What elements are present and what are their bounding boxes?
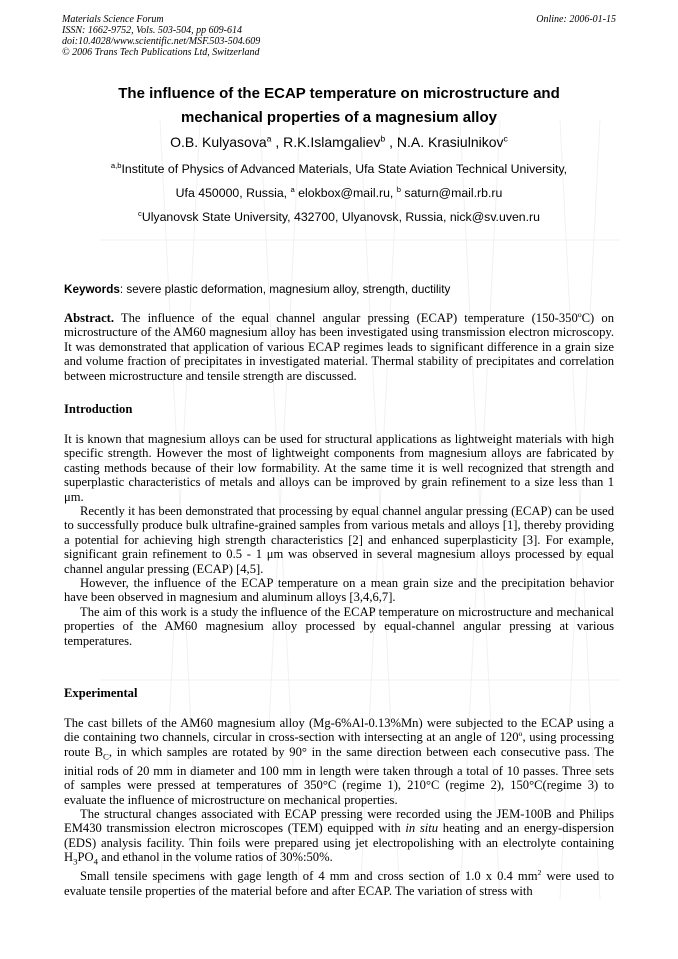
email-b[interactable]: saturn@mail.rb.ru: [401, 186, 503, 200]
exp-p2-sub1: 3: [73, 856, 78, 867]
exp-p1-sub: C: [103, 751, 109, 762]
journal-header: [62, 14, 616, 58]
experimental-body: [64, 716, 614, 898]
author-list: [40, 133, 638, 151]
exp-p2-d: and ethanol in the volume ratios of 30%:50%.: [98, 850, 333, 865]
author-3-sup: c: [503, 133, 508, 144]
exp-p3-sup: 2: [537, 867, 542, 877]
exp-p1-b: , using processing route B: [64, 730, 614, 759]
author-sep-1: ,: [271, 134, 284, 150]
exp-p2-b: heating and an energy-dispersion (EDS) analysis facility. Thin foils were prepared using jet electropolishing with an electrolyte containing H: [64, 821, 615, 865]
exp-p1-a: The cast billets of the AM60 magnesium alloy (Mg-6%Al-0.13%Mn) were subjected to the ECAP using a die containing two channels, circular in cross-section with intersecting at an angle of 120: [64, 716, 614, 745]
affiliation-ab-line-1: [40, 161, 638, 177]
keywords-label: Keywords: [64, 283, 120, 296]
email-a[interactable]: elokbox@mail.ru,: [294, 186, 397, 200]
exp-p2-em: in situ: [405, 821, 439, 836]
intro-paragraph-2: Recently it has been demonstrated that processing by equal channel angular pressing (ECAP) can be used to successfully produce bulk ultrafine-grained samples from various metals and alloys [1], thereby providing a potential for achieving high strength characteristics [2] and enhanced superplasticity [3]. For example, significant grain refinement to 0.5 - 1 μm was observed in several magnesium alloys processed by equal channel angular pressing (ECAP) [4,5].: [64, 504, 614, 576]
exp-p2-a: The structural changes associated with ECAP pressing were recorded using the JEM-100B and Philips EM430 transmission electron microscopes (TEM) equipped with: [64, 806, 614, 836]
author-1-sup: a: [266, 133, 272, 144]
exp-paragraph-1: [64, 716, 614, 807]
introduction-body: [64, 432, 614, 648]
exp-p1-c: , in which samples are rotated by 90° in the same direction between each consecutive pass. The initial rods of 20 mm in diameter and 100 mm in length were taken through a total of 10 passes. Three sets of samples were pressed at temperatures of 350°C (regime 1), 210°C (regime 2), 150°C(regime 3) to evaluate the influence of microstructure on mechanical properties.: [64, 744, 614, 807]
email-b-sup: b: [396, 184, 401, 194]
journal-name: Materials Science Forum: [62, 14, 164, 25]
affil-c-text: Ulyanovsk State University, 432700, Ulyanovsk, Russia, nick@sv.uven.ru: [141, 210, 540, 224]
affil-ab-text: Institute of Physics of Advanced Materials, Ufa State Aviation Technical University,: [121, 162, 568, 176]
copyright-line: © 2006 Trans Tech Publications Ltd, Switzerland: [62, 47, 260, 58]
doi-line[interactable]: doi:10.4028/www.scientific.net/MSF.503-504.609: [62, 36, 261, 47]
author-2: R.K.Islamgaliev: [283, 134, 381, 150]
abstract-deg: o: [577, 309, 582, 319]
abstract: [64, 311, 614, 383]
affiliation-c: [40, 209, 638, 225]
affil-c-sup: c: [138, 208, 142, 218]
exp-p3-a: Small tensile specimens with gage length of 4 mm and cross section of 1.0 x 0.4 mm: [80, 869, 538, 884]
exp-p2-c: PO: [77, 850, 94, 865]
author-3: N.A. Krasiulnikov: [396, 134, 504, 150]
email-a-sup: a: [290, 184, 295, 194]
section-heading-experimental: Experimental: [64, 686, 138, 700]
abstract-label: Abstract.: [64, 311, 115, 325]
abstract-text-2: C) on microstructure of the AM60 magnesium alloy has been investigated using transmission electron microscopy. It was demonstrated that application of various ECAP regimes leads to significant difference in a grain size and volume fraction of precipitates in investigated material. Thermal stability of precipitates and correlation between microstructure and tensile strength are discussed.: [64, 311, 614, 383]
title-line-1: The influence of the ECAP temperature on microstructure and: [118, 85, 560, 102]
affiliation-ab-line-2: [40, 185, 638, 201]
keywords-text: : severe plastic deformation, magnesium alloy, strength, ductility: [119, 283, 451, 296]
online-date: Online: 2006-01-15: [536, 14, 616, 25]
intro-paragraph-3: However, the influence of the ECAP temperature on a mean grain size and the precipitation behavior have been observed in magnesium and aluminum alloys [3,4,6,7].: [64, 576, 614, 605]
author-1: O.B. Kulyasova: [170, 134, 267, 150]
exp-paragraph-3: [64, 869, 614, 898]
exp-paragraph-2: [64, 807, 614, 869]
author-2-sup: b: [380, 133, 386, 144]
title-line-2: mechanical properties of a magnesium alloy: [181, 109, 497, 126]
intro-paragraph-1: It is known that magnesium alloys can be used for structural applications as lightweight materials with high specific strength. However the most of lightweight components from magnesium alloys are fabricated by casting methods because of their low formability. At the same time it is well recognized that strength and superplastic characteristics of metals and alloys can be improved by grain refinement to a size less than 1 μm.: [64, 432, 614, 504]
issn-line: ISSN: 1662-9752, Vols. 503-504, pp 609-614: [62, 25, 242, 36]
affil-city: Ufa 450000, Russia,: [175, 186, 291, 200]
section-heading-introduction: Introduction: [64, 402, 133, 416]
exp-p1-deg: o: [518, 729, 523, 739]
abstract-text-1: The influence of the equal channel angular pressing (ECAP) temperature (150-350: [114, 311, 578, 325]
author-sep-2: ,: [385, 134, 397, 150]
affil-ab-sup: a,b: [110, 160, 122, 170]
exp-p2-sub2: 4: [93, 856, 99, 867]
keywords: [64, 283, 614, 297]
intro-paragraph-4: The aim of this work is a study the influence of the ECAP temperature on microstructure and mechanical properties of the AM60 magnesium alloy processed by equal-channel angular pressing at various temperatures.: [64, 604, 614, 648]
exp-p3-b: were used to evaluate tensile properties of the material before and after ECAP. The variation of stress with: [64, 869, 615, 898]
paper-title: [40, 82, 638, 130]
